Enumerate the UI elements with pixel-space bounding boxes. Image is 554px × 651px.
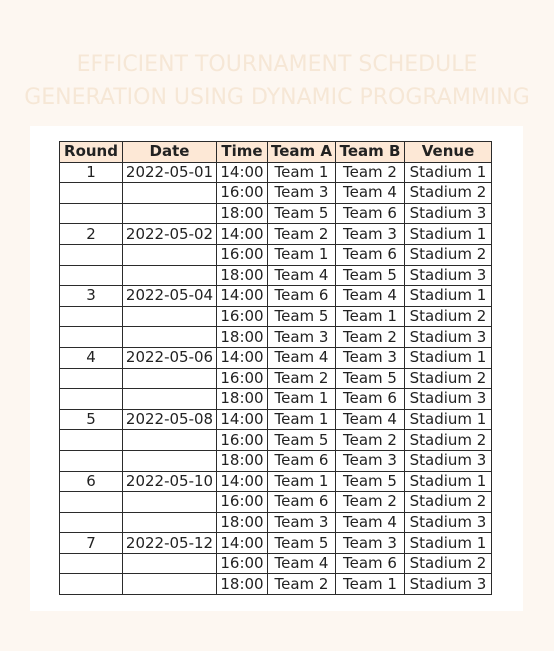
table-row: [60, 430, 492, 451]
table-row: [60, 492, 492, 513]
cell-round: [60, 512, 123, 533]
cell-date: [123, 203, 217, 224]
cell-team-a: Team 5: [268, 430, 336, 451]
cell-venue: Stadium 2: [405, 183, 492, 204]
cell-team-a: Team 3: [268, 512, 336, 533]
cell-venue: Stadium 2: [405, 492, 492, 513]
cell-team-b: Team 5: [336, 265, 405, 286]
cell-date: [123, 183, 217, 204]
cell-team-b: Team 4: [336, 286, 405, 307]
table-row: [60, 471, 492, 492]
cell-venue: Stadium 3: [405, 574, 492, 595]
cell-team-a: Team 4: [268, 553, 336, 574]
cell-round: [60, 265, 123, 286]
cell-date: [123, 306, 217, 327]
cell-team-a: Team 1: [268, 471, 336, 492]
cell-team-a: Team 5: [268, 306, 336, 327]
cell-time: 14:00: [217, 471, 268, 492]
cell-venue: Stadium 2: [405, 430, 492, 451]
cell-team-a: Team 2: [268, 368, 336, 389]
cell-team-b: Team 1: [336, 574, 405, 595]
cell-team-b: Team 4: [336, 183, 405, 204]
cell-time: 18:00: [217, 203, 268, 224]
cell-date: 2022-05-10: [123, 471, 217, 492]
table-row: [60, 327, 492, 348]
cell-team-b: Team 6: [336, 389, 405, 410]
cell-team-a: Team 1: [268, 389, 336, 410]
cell-date: [123, 430, 217, 451]
cell-date: [123, 327, 217, 348]
cell-venue: Stadium 3: [405, 450, 492, 471]
cell-date: [123, 450, 217, 471]
cell-team-b: Team 3: [336, 224, 405, 245]
cell-venue: Stadium 1: [405, 162, 492, 183]
cell-date: 2022-05-01: [123, 162, 217, 183]
cell-date: [123, 512, 217, 533]
cell-venue: Stadium 3: [405, 512, 492, 533]
cell-venue: Stadium 1: [405, 533, 492, 554]
cell-date: [123, 244, 217, 265]
cell-venue: Stadium 2: [405, 368, 492, 389]
cell-round: [60, 450, 123, 471]
cell-time: 16:00: [217, 244, 268, 265]
cell-team-b: Team 2: [336, 162, 405, 183]
cell-team-b: Team 3: [336, 347, 405, 368]
cell-venue: Stadium 2: [405, 553, 492, 574]
header-team-b: Team B: [336, 142, 405, 163]
cell-venue: Stadium 1: [405, 286, 492, 307]
cell-date: [123, 574, 217, 595]
cell-round: 7: [60, 533, 123, 554]
table-row: [60, 183, 492, 204]
cell-team-b: Team 1: [336, 306, 405, 327]
cell-venue: Stadium 3: [405, 265, 492, 286]
cell-time: 16:00: [217, 492, 268, 513]
cell-round: 3: [60, 286, 123, 307]
cell-time: 18:00: [217, 327, 268, 348]
header-team-a: Team A: [268, 142, 336, 163]
cell-team-b: Team 2: [336, 327, 405, 348]
cell-venue: Stadium 3: [405, 203, 492, 224]
cell-team-b: Team 5: [336, 368, 405, 389]
cell-team-a: Team 5: [268, 203, 336, 224]
cell-time: 16:00: [217, 430, 268, 451]
header-round: Round: [60, 142, 123, 163]
cell-venue: Stadium 1: [405, 224, 492, 245]
table-row: [60, 244, 492, 265]
cell-team-b: Team 2: [336, 430, 405, 451]
table-header: [60, 142, 492, 163]
cell-venue: Stadium 3: [405, 389, 492, 410]
table-row: [60, 533, 492, 554]
cell-date: 2022-05-06: [123, 347, 217, 368]
table-row: [60, 553, 492, 574]
cell-round: [60, 244, 123, 265]
header-venue: Venue: [405, 142, 492, 163]
header-date: Date: [123, 142, 217, 163]
cell-time: 18:00: [217, 574, 268, 595]
table-row: [60, 574, 492, 595]
cell-date: [123, 553, 217, 574]
cell-team-b: Team 5: [336, 471, 405, 492]
page-title-line-2: GENERATION USING DYNAMIC PROGRAMMING: [24, 85, 530, 110]
table-row: [60, 203, 492, 224]
table-row: [60, 347, 492, 368]
header-time: Time: [217, 142, 268, 163]
cell-time: 16:00: [217, 183, 268, 204]
table-row: [60, 389, 492, 410]
cell-time: 14:00: [217, 286, 268, 307]
cell-date: [123, 368, 217, 389]
cell-team-a: Team 1: [268, 409, 336, 430]
cell-date: [123, 492, 217, 513]
table-body: [60, 162, 492, 594]
cell-time: 18:00: [217, 265, 268, 286]
cell-round: [60, 203, 123, 224]
cell-team-a: Team 3: [268, 183, 336, 204]
cell-team-b: Team 4: [336, 409, 405, 430]
cell-team-a: Team 5: [268, 533, 336, 554]
cell-team-a: Team 1: [268, 244, 336, 265]
cell-venue: Stadium 1: [405, 409, 492, 430]
cell-date: [123, 389, 217, 410]
page-title: [0, 48, 554, 114]
cell-team-a: Team 4: [268, 265, 336, 286]
cell-venue: Stadium 1: [405, 347, 492, 368]
cell-time: 14:00: [217, 224, 268, 245]
cell-team-b: Team 4: [336, 512, 405, 533]
cell-time: 16:00: [217, 553, 268, 574]
cell-time: 14:00: [217, 347, 268, 368]
header-row: [60, 142, 492, 163]
table-row: [60, 409, 492, 430]
table-row: [60, 224, 492, 245]
cell-time: 14:00: [217, 409, 268, 430]
cell-time: 14:00: [217, 533, 268, 554]
cell-time: 18:00: [217, 512, 268, 533]
cell-team-b: Team 6: [336, 244, 405, 265]
cell-round: [60, 389, 123, 410]
cell-round: [60, 368, 123, 389]
cell-team-a: Team 6: [268, 450, 336, 471]
page-title-line-1: EFFICIENT TOURNAMENT SCHEDULE: [76, 52, 478, 77]
cell-round: [60, 430, 123, 451]
cell-team-a: Team 2: [268, 224, 336, 245]
cell-date: 2022-05-02: [123, 224, 217, 245]
cell-date: [123, 265, 217, 286]
cell-date: 2022-05-04: [123, 286, 217, 307]
cell-date: 2022-05-12: [123, 533, 217, 554]
schedule-table: [59, 141, 492, 595]
cell-team-b: Team 3: [336, 450, 405, 471]
cell-venue: Stadium 3: [405, 327, 492, 348]
cell-round: 2: [60, 224, 123, 245]
cell-round: 1: [60, 162, 123, 183]
cell-time: 14:00: [217, 162, 268, 183]
table-row: [60, 368, 492, 389]
cell-team-a: Team 6: [268, 492, 336, 513]
cell-time: 18:00: [217, 450, 268, 471]
table-row: [60, 265, 492, 286]
cell-team-a: Team 1: [268, 162, 336, 183]
cell-team-b: Team 3: [336, 533, 405, 554]
cell-date: 2022-05-08: [123, 409, 217, 430]
cell-round: [60, 574, 123, 595]
cell-team-a: Team 4: [268, 347, 336, 368]
cell-round: [60, 553, 123, 574]
cell-team-a: Team 6: [268, 286, 336, 307]
cell-team-a: Team 2: [268, 574, 336, 595]
table-row: [60, 306, 492, 327]
cell-round: [60, 492, 123, 513]
cell-time: 16:00: [217, 368, 268, 389]
cell-round: [60, 327, 123, 348]
cell-team-b: Team 2: [336, 492, 405, 513]
cell-round: 4: [60, 347, 123, 368]
cell-round: [60, 306, 123, 327]
cell-round: 5: [60, 409, 123, 430]
cell-venue: Stadium 2: [405, 306, 492, 327]
table-row: [60, 512, 492, 533]
table-row: [60, 450, 492, 471]
cell-round: [60, 183, 123, 204]
cell-venue: Stadium 2: [405, 244, 492, 265]
table-row: [60, 162, 492, 183]
cell-round: 6: [60, 471, 123, 492]
cell-time: 16:00: [217, 306, 268, 327]
table-row: [60, 286, 492, 307]
cell-team-b: Team 6: [336, 203, 405, 224]
cell-venue: Stadium 1: [405, 471, 492, 492]
cell-team-a: Team 3: [268, 327, 336, 348]
cell-team-b: Team 6: [336, 553, 405, 574]
cell-time: 18:00: [217, 389, 268, 410]
